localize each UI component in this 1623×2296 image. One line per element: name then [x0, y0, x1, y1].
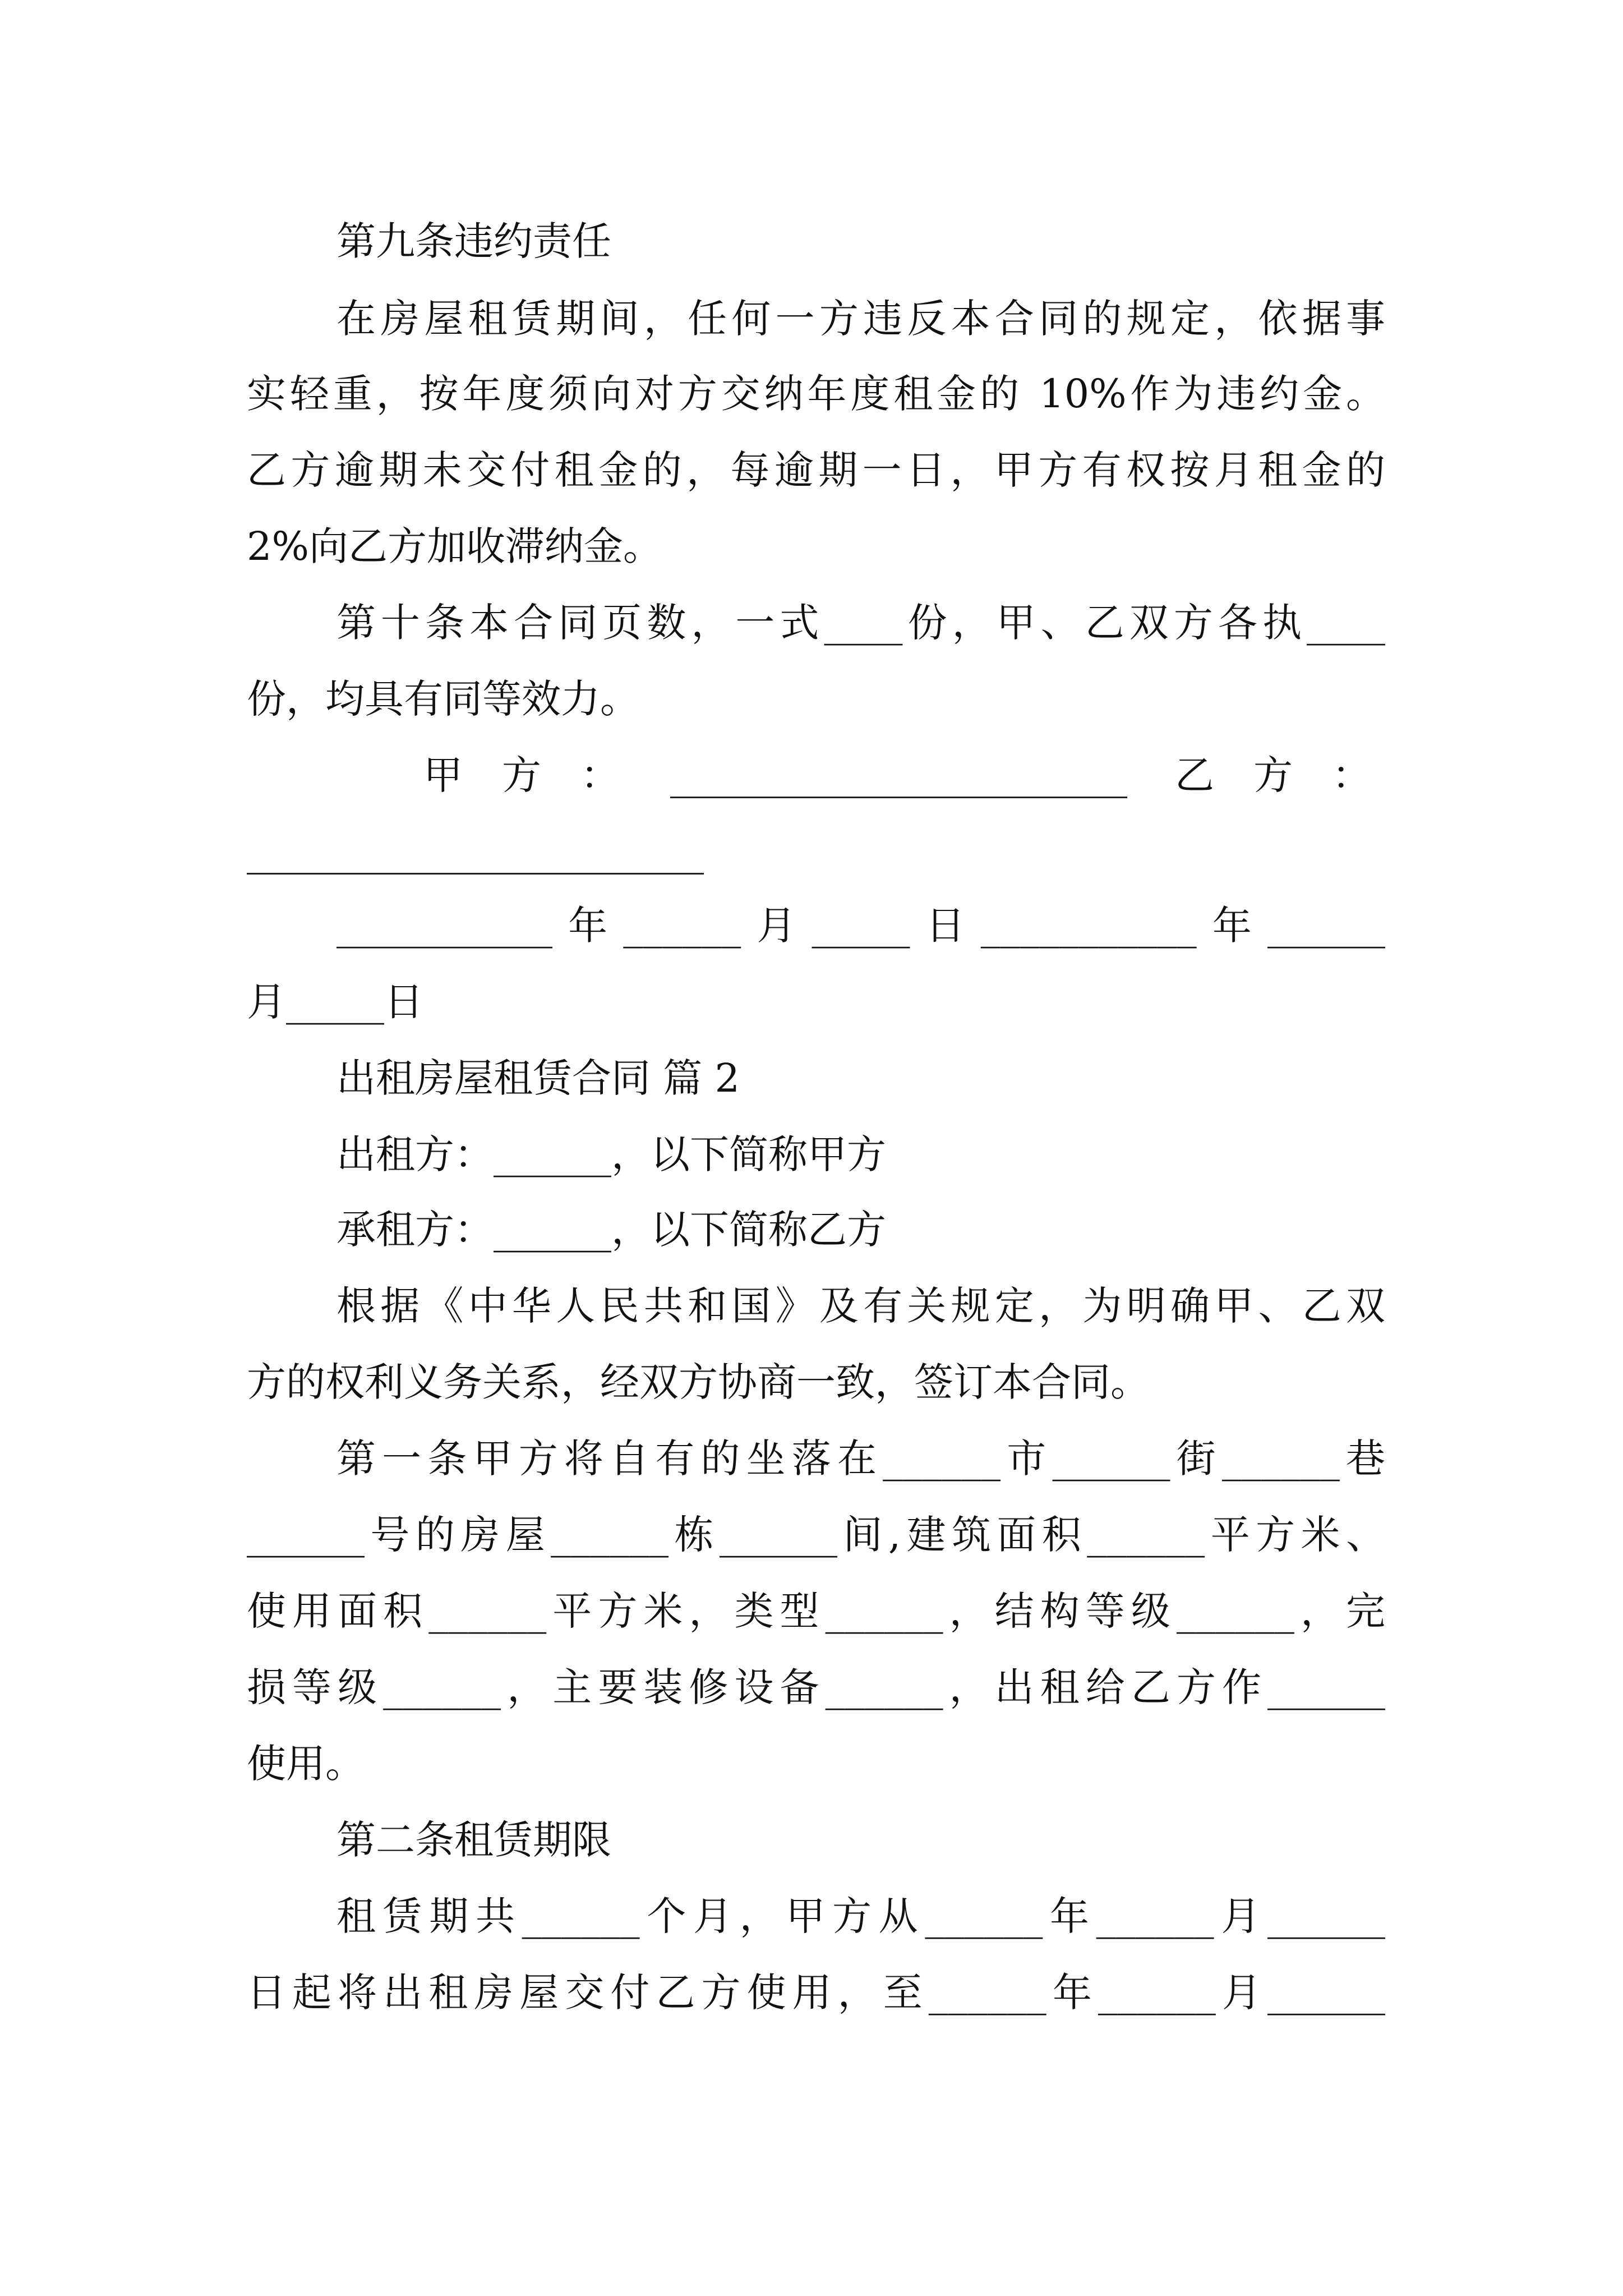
- party-a-signature-rule: [670, 797, 1127, 798]
- paragraph-line: 方的权利义务关系，经双方协商一致，签订本合同。: [247, 1359, 1150, 1405]
- party-b-label: 乙 方 ：: [1175, 752, 1371, 798]
- paragraph-line: 损等级______，主要装修设备______，出租给乙方作______: [247, 1664, 1385, 1710]
- paragraph-line: 2%向乙方加收滞纳金。: [247, 523, 663, 569]
- paragraph-line: 乙方逾期未交付租金的，每逾期一日，甲方有权按月租金的: [247, 447, 1385, 493]
- article-1-line: 第一条甲方将自有的坐落在______市______街______巷: [336, 1435, 1385, 1481]
- paragraph-line: 使用。: [247, 1741, 365, 1787]
- paragraph-line: 租赁期共______个月，甲方从______年______月______: [336, 1893, 1385, 1939]
- party-a-label: 甲 方 ：: [423, 752, 620, 798]
- paragraph-line: 根据《中华人民共和国》及有关规定，为明确甲、乙双: [336, 1283, 1385, 1329]
- paragraph-line: 实轻重，按年度须向对方交纳年度租金的 10%作为违约金。: [247, 371, 1385, 417]
- article-9-heading: 第九条违约责任: [336, 218, 611, 264]
- paragraph-line: 份，均具有同等效力。: [247, 676, 639, 722]
- paragraph-line: 日起将出租房屋交付乙方使用，至______年______月______: [247, 1970, 1385, 2016]
- paragraph-line: 使用面积______平方米，类型______，结构等级______，完: [247, 1588, 1385, 1634]
- lessor-line: 出租方：______，以下简称甲方: [336, 1131, 886, 1177]
- paragraph-line: ______号的房屋______栋______间,建筑面积______平方米、: [247, 1512, 1385, 1558]
- article-10-line: 第十条本合同页数，一式____份，甲、乙双方各执____: [336, 600, 1385, 646]
- article-2-heading: 第二条租赁期限: [336, 1817, 611, 1863]
- paragraph-line: 在房屋租赁期间，任何一方违反本合同的规定，依据事: [336, 296, 1385, 342]
- date-line: ___________年______月_____日___________年______: [336, 903, 1385, 949]
- lessee-line: 承租方：______，以下简称乙方: [336, 1207, 886, 1253]
- date-line: 月_____日: [247, 979, 423, 1025]
- contract-title: 出租房屋租赁合同 篇 2: [336, 1055, 740, 1101]
- party-b-signature-rule: [247, 873, 704, 875]
